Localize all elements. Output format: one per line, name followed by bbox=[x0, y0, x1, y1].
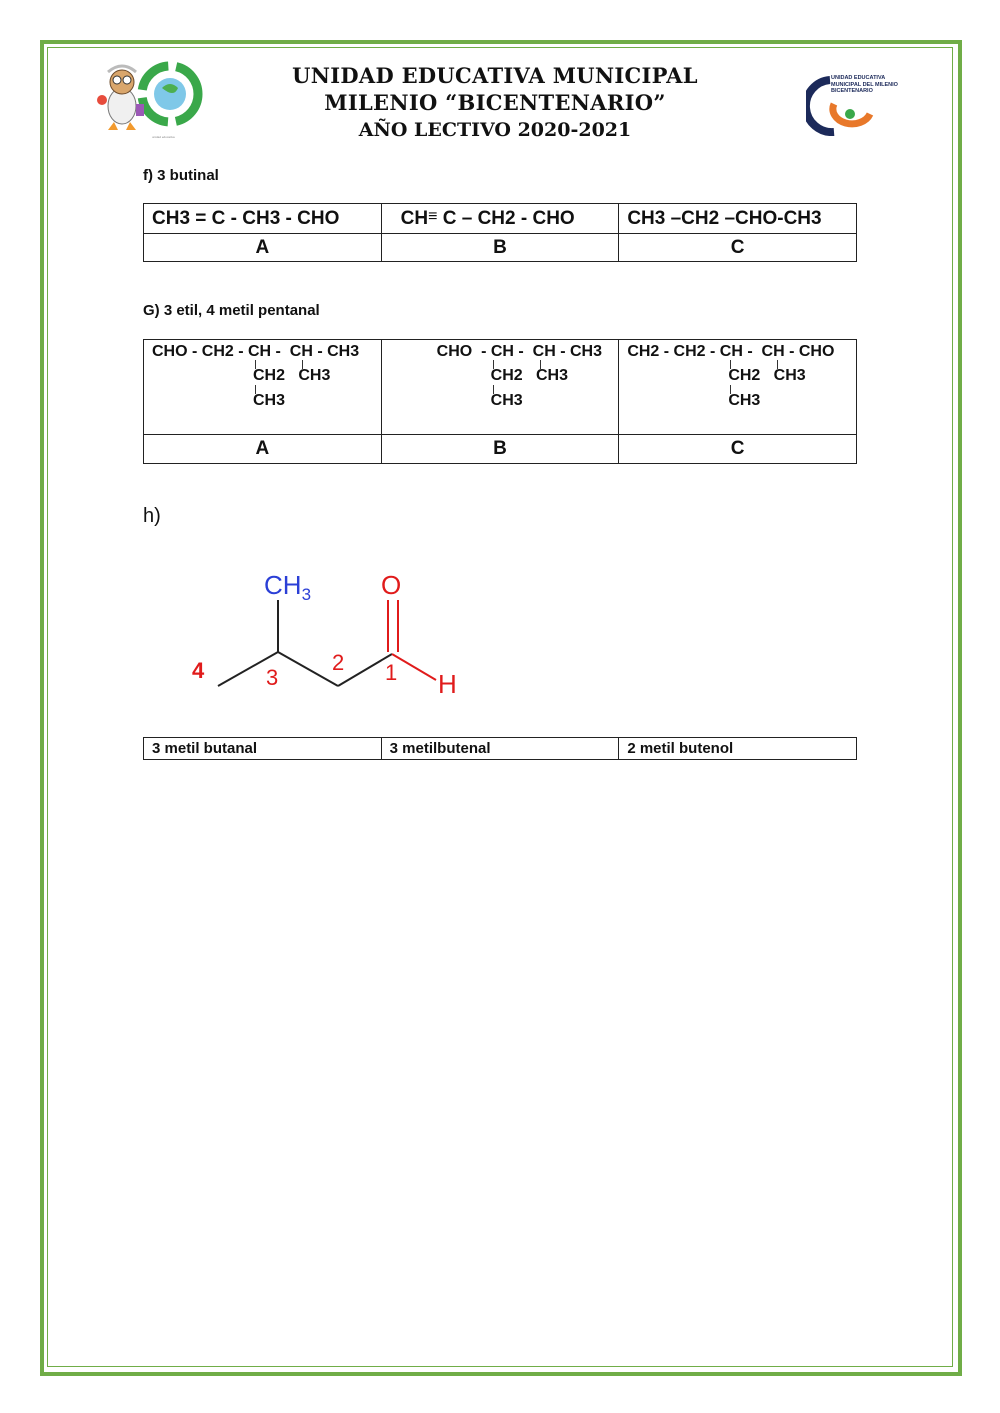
structure-branch: CH2 CH3 bbox=[728, 367, 806, 384]
option-c-letter[interactable]: C bbox=[619, 234, 857, 262]
carbon-number-1: 1 bbox=[385, 660, 398, 685]
structure-branch-end: CH3 bbox=[728, 392, 761, 409]
emblem-caption: UNIDAD EDUCATIVA MUNICIPAL DEL MILENIO BICENTENARIO bbox=[831, 75, 898, 94]
bond-c2-c1 bbox=[338, 654, 392, 686]
structure-branch-end: CH3 bbox=[490, 392, 523, 409]
structure-branch-end: CH3 bbox=[253, 392, 286, 409]
option-b-structure[interactable] bbox=[381, 340, 619, 435]
school-name-line2: MILENIO “BICENTENARIO” bbox=[324, 90, 666, 115]
bond-c3-c2 bbox=[278, 652, 338, 686]
structure-branch: CH2 CH3 bbox=[490, 367, 569, 384]
option-b-letter[interactable]: B bbox=[381, 435, 619, 464]
carbon-number-2: 2 bbox=[332, 650, 345, 675]
option-b-formula-end: C – CH2 - CHO bbox=[437, 207, 575, 229]
option-a-letter[interactable]: A bbox=[144, 234, 382, 262]
option-b-formula[interactable] bbox=[381, 204, 619, 234]
question-f-label: f) 3 butinal bbox=[143, 167, 219, 184]
carbon-number-3: 3 bbox=[266, 665, 279, 690]
option-b-name[interactable]: 3 metilbutenal bbox=[381, 738, 619, 760]
question-h-label: h) bbox=[143, 505, 161, 527]
option-a-letter[interactable]: A bbox=[144, 435, 382, 464]
school-name-line1: UNIDAD EDUCATIVA MUNICIPAL bbox=[292, 63, 698, 88]
structure-branch: CH2 CH3 bbox=[253, 367, 331, 384]
molecule-diagram bbox=[180, 560, 480, 710]
question-g-label: G) 3 etil, 4 metil pentanal bbox=[143, 302, 320, 319]
option-c-name[interactable]: 2 metil butenol bbox=[619, 738, 857, 760]
question-f-table bbox=[143, 203, 857, 262]
option-a-name[interactable]: 3 metil butanal bbox=[144, 738, 382, 760]
structure-main-chain: CHO - CH2 - CH - CH - CH3 bbox=[152, 343, 360, 360]
question-h-table bbox=[143, 737, 857, 760]
option-a-formula[interactable]: CH3 = C - CH3 - CHO bbox=[144, 204, 382, 234]
school-year: AÑO LECTIVO 2020-2021 bbox=[358, 119, 632, 141]
option-c-formula[interactable]: CH3 –CH2 –CHO-CH3 bbox=[619, 204, 857, 234]
methyl-subscript: 3 bbox=[301, 585, 312, 604]
structure-main-chain: CH2 - CH2 - CH - CH - CHO bbox=[627, 343, 835, 360]
carbon-number-4: 4 bbox=[192, 658, 205, 683]
methyl-ch-text: CH bbox=[264, 570, 302, 600]
option-a-structure[interactable] bbox=[144, 340, 382, 435]
option-b-formula-start: CH bbox=[400, 207, 429, 229]
triple-bond-symbol: ≡ bbox=[428, 207, 438, 225]
option-c-letter[interactable]: C bbox=[619, 435, 857, 464]
option-c-structure[interactable] bbox=[619, 340, 857, 435]
bond-c1-h bbox=[392, 654, 436, 680]
hydrogen-label: H bbox=[438, 669, 457, 699]
school-mascot-logo bbox=[92, 58, 207, 140]
oxygen-label: O bbox=[381, 570, 402, 600]
question-g-table bbox=[143, 339, 857, 464]
school-header bbox=[240, 62, 750, 144]
structure-main-chain: CHO - CH - CH - CH3 bbox=[436, 343, 602, 360]
svg-text:unidad educativa: unidad educativa bbox=[152, 135, 175, 139]
option-b-letter[interactable]: B bbox=[381, 234, 619, 262]
methyl-group-label bbox=[264, 570, 311, 604]
